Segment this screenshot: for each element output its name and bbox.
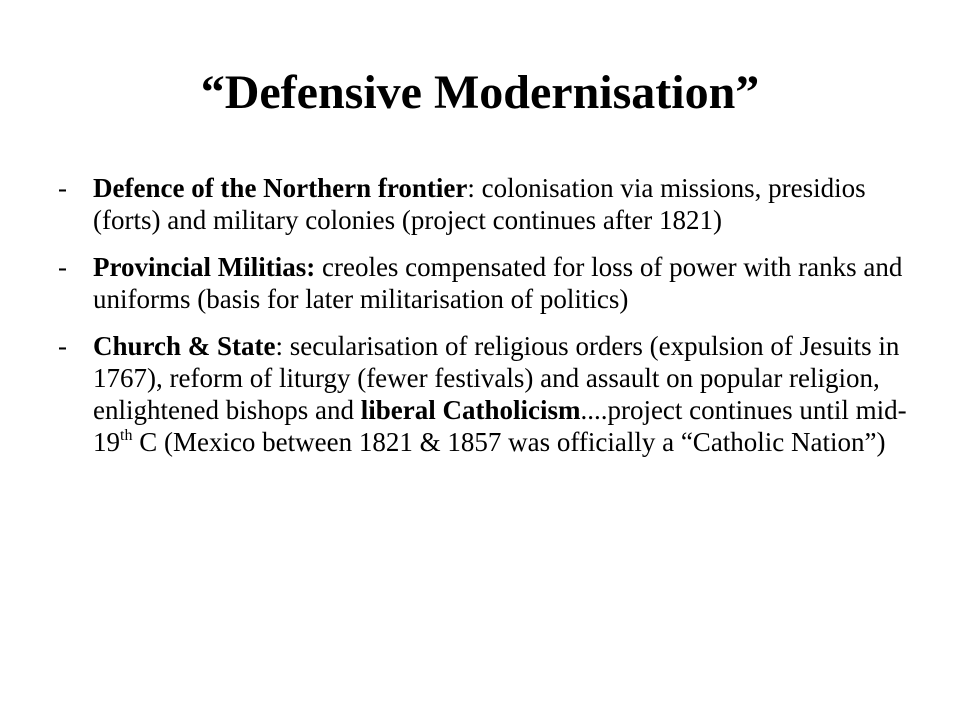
bullet-heading: Provincial Militias: [93, 252, 316, 282]
bullet-marker: - [58, 331, 67, 361]
bullet-heading: Defence of the Northern frontier [93, 173, 468, 203]
bullet-marker: - [58, 252, 67, 282]
bullet-marker: - [58, 173, 67, 203]
bullet-provincial-militias [58, 251, 918, 315]
bullet-text: : colonisation via missions, presidios (forts) and military colonies (project continues after 1821) [93, 173, 866, 235]
bullet-text: ....project continues until mid-19 [93, 395, 907, 457]
ordinal-superscript: th [120, 427, 133, 444]
bullet-inline-emphasis: liberal Catholicism [360, 395, 581, 425]
bullet-list [58, 172, 918, 473]
bullet-heading: Church & State [93, 331, 276, 361]
bullet-northern-frontier [58, 172, 918, 236]
bullet-text: creoles compensated for loss of power with ranks and uniforms (basis for later militarisation of politics) [93, 252, 903, 314]
slide-title: “Defensive Modernisation” [200, 66, 760, 119]
bullet-text: C (Mexico between 1821 & 1857 was officially a “Catholic Nation”) [132, 427, 886, 457]
bullet-church-and-state [58, 330, 918, 458]
bullet-text: : secularisation of religious orders (expulsion of Jesuits in 1767), reform of liturgy (fewer festivals) and assault on popular religion, enlightened bishops and [93, 331, 900, 425]
